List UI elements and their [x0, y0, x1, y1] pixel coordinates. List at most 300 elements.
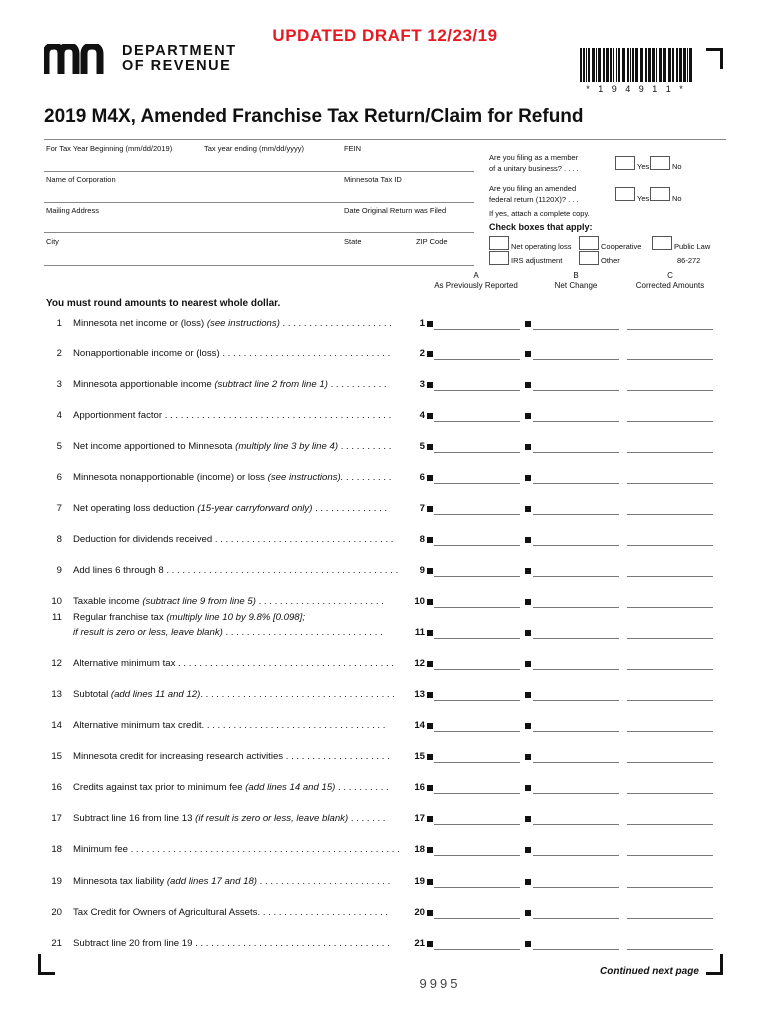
city-field[interactable]: [44, 265, 474, 266]
line-row: [0, 876, 770, 890]
line-text: Alternative minimum tax: [73, 658, 176, 669]
line-row: [0, 612, 770, 626]
amount-field-previously-reported[interactable]: [434, 887, 520, 888]
amount-field-previously-reported[interactable]: [434, 700, 520, 701]
line-number: 1: [56, 318, 62, 329]
line-text: Subtract line 20 from line 19: [73, 938, 193, 949]
entry-marker-icon: [525, 444, 531, 450]
entry-marker-icon: [427, 413, 433, 419]
line-end-number: 8: [419, 534, 425, 545]
line-row: [0, 565, 770, 579]
line-row: [0, 907, 770, 921]
column-a-letter: A: [473, 271, 479, 280]
continued-next-page: Continued next page: [600, 966, 699, 977]
entry-marker-icon: [427, 599, 433, 605]
amended-no-label: No: [672, 194, 682, 203]
state-label: State: [344, 237, 362, 246]
unitary-no-label: No: [672, 162, 682, 171]
amount-field-previously-reported[interactable]: [434, 514, 520, 515]
line-leader-dots: . . . . . . . . . . . . . . . . . . . . . . . .: [260, 907, 389, 918]
amount-field-net-change[interactable]: [533, 793, 619, 794]
line-description: [73, 534, 408, 545]
line-text: Subtract line 16 from line 13: [73, 813, 196, 824]
line-end-number: 4: [419, 410, 425, 421]
line-description: [73, 503, 408, 514]
line-leader-dots: . . . . . . . . . .: [338, 441, 392, 452]
line-row: [0, 596, 770, 610]
entry-marker-icon: [525, 847, 531, 853]
amount-field-net-change[interactable]: [533, 638, 619, 639]
barcode-icon: [580, 48, 692, 82]
amended-yes-label: Yes: [637, 194, 650, 203]
amount-field-net-change[interactable]: [533, 824, 619, 825]
line-row: [0, 720, 770, 734]
line-end-number: 10: [414, 596, 425, 607]
public-law-label-2: 86-272: [677, 256, 701, 265]
unitary-no-checkbox[interactable]: [650, 156, 670, 170]
entry-marker-icon: [525, 351, 531, 357]
amount-field-corrected[interactable]: [627, 452, 713, 453]
amount-field-net-change[interactable]: [533, 576, 619, 577]
amount-field-net-change[interactable]: [533, 887, 619, 888]
line-number: 17: [51, 813, 62, 824]
line-row: [0, 658, 770, 672]
public-law-label-1: Public Law: [674, 242, 711, 251]
entry-marker-icon: [525, 475, 531, 481]
amended-note: If yes, attach a complete copy.: [489, 209, 590, 218]
amount-field-previously-reported[interactable]: [434, 918, 520, 919]
line-row: [0, 751, 770, 765]
column-b-letter: B: [573, 271, 579, 280]
line-number: 14: [51, 720, 62, 731]
amount-field-previously-reported[interactable]: [434, 607, 520, 608]
line-text: Apportionment factor: [73, 410, 163, 421]
corner-mark-top-right: [706, 48, 723, 69]
draft-banner: UPDATED DRAFT 12/23/19: [272, 26, 498, 45]
entry-marker-icon: [427, 879, 433, 885]
line-leader-dots: . . . . . . . . . . . . . . . . . . . . . . . . .: [257, 876, 391, 887]
tax-year-beginning-label: For Tax Year Beginning (mm/dd/2019): [46, 144, 173, 153]
line-instruction: (add lines 14 and 15): [245, 782, 336, 793]
line-instruction: (multiply line 3 by line 4): [235, 441, 339, 452]
entry-marker-icon: [525, 506, 531, 512]
form-title: 2019 M4X, Amended Franchise Tax Return/Claim for Refund: [44, 106, 584, 127]
line-leader-dots: . . . . . . . . . . . . . . . . . . . . . . . . . . . . . . . . . . . . .: [200, 689, 395, 700]
amount-field-previously-reported[interactable]: [434, 824, 520, 825]
amount-field-net-change[interactable]: [533, 483, 619, 484]
amount-field-net-change[interactable]: [533, 855, 619, 856]
line-text: Nonapportionable income or (loss): [73, 348, 220, 359]
entry-marker-icon: [427, 475, 433, 481]
mn-logo-icon: [44, 44, 112, 74]
line-number: 4: [56, 410, 62, 421]
corporation-name-field[interactable]: [44, 202, 474, 203]
irs-label: IRS adjustment: [511, 256, 563, 265]
line-number: 10: [51, 596, 62, 607]
line-number: 6: [56, 472, 62, 483]
line-text: Net income apportioned to Minnesota: [73, 441, 236, 452]
line-description: [73, 813, 408, 824]
line-description: [73, 720, 408, 731]
line-leader-dots: . . . . . . . . . . . . . . . . . . . . . . . . . . . . . . . . . . .: [201, 720, 386, 731]
amount-field-corrected[interactable]: [627, 638, 713, 639]
amount-field-previously-reported[interactable]: [434, 545, 520, 546]
amount-field-corrected[interactable]: [627, 359, 713, 360]
line-row: [0, 844, 770, 858]
amended-line-2: federal return (1120X)? . . .: [489, 195, 579, 204]
line-end-number: 17: [414, 813, 425, 824]
line-instruction: (if result is zero or less, leave blank): [195, 813, 349, 824]
line-description: [73, 612, 408, 623]
mailing-address-label: Mailing Address: [46, 206, 99, 215]
entry-marker-icon: [525, 537, 531, 543]
entry-marker-icon: [525, 692, 531, 698]
line-leader-dots: . . . . . . . . .: [343, 472, 392, 483]
unitary-yes-checkbox[interactable]: [615, 156, 635, 170]
line-number: 9: [56, 565, 62, 576]
line-end-number: 9: [419, 565, 425, 576]
entry-marker-icon: [525, 382, 531, 388]
unitary-yes-label: Yes: [637, 162, 650, 171]
line-instruction: (add lines 11 and 12): [110, 689, 201, 700]
amended-line-1: Are you filing an amended: [489, 184, 577, 193]
amount-field-net-change[interactable]: [533, 514, 619, 515]
line-leader-dots: . . . . . . .: [348, 813, 386, 824]
line-text: Credits against tax prior to minimum fee: [73, 782, 246, 793]
line-instruction: (see instructions): [206, 318, 280, 329]
entry-marker-icon: [427, 910, 433, 916]
line-row: [0, 410, 770, 424]
entry-marker-icon: [525, 941, 531, 947]
line-row: [0, 534, 770, 548]
entry-marker-icon: [427, 847, 433, 853]
line-number: 16: [51, 782, 62, 793]
line-description: [73, 441, 408, 452]
amount-field-previously-reported[interactable]: [434, 483, 520, 484]
amount-field-corrected[interactable]: [627, 545, 713, 546]
irs-checkbox[interactable]: [489, 251, 509, 265]
entry-marker-icon: [427, 537, 433, 543]
line-description: [73, 876, 408, 887]
amount-field-previously-reported[interactable]: [434, 855, 520, 856]
line-text: Taxable income: [73, 596, 143, 607]
line-row: [0, 348, 770, 362]
line-text: Minnesota credit for increasing research activities: [73, 751, 284, 762]
line-leader-dots: . . . . . . . . . . . . . . . . . . . . . . . . . . . . . . . . . . . . . . . . . . . . . . . . . . .: [127, 844, 400, 855]
amount-field-previously-reported[interactable]: [434, 731, 520, 732]
line-end-number: 20: [414, 907, 425, 918]
corner-mark-bottom-left: [38, 954, 55, 975]
dept-line-1: DEPARTMENT: [122, 43, 237, 59]
entry-marker-icon: [427, 785, 433, 791]
column-c-label: Corrected Amounts: [635, 281, 705, 290]
line-leader-dots: . . . . . . . . . . . . . . . . . . . . .: [279, 318, 392, 329]
amount-field-previously-reported[interactable]: [434, 793, 520, 794]
line-text: Alternative minimum tax credit: [73, 720, 202, 731]
line-end-number: 2: [419, 348, 425, 359]
line-number: 12: [51, 658, 62, 669]
coop-label: Cooperative: [601, 242, 642, 251]
line-leader-dots: . . . . . . . . . . . . . . . . . . . . . . . . . . . . . . . . . . . . . . . . . . . .: [163, 565, 399, 576]
amount-field-previously-reported[interactable]: [434, 452, 520, 453]
amount-field-net-change[interactable]: [533, 359, 619, 360]
date-original-filed-label: Date Original Return was Filed: [344, 206, 447, 215]
line-number: 13: [51, 689, 62, 700]
mn-tax-id-label: Minnesota Tax ID: [344, 175, 402, 184]
amount-field-net-change[interactable]: [533, 762, 619, 763]
mailing-address-field[interactable]: [44, 232, 474, 233]
line-instruction: (15-year carryforward only): [197, 503, 313, 514]
line-instruction: (multiply line 10 by 9.8% [0.098];: [166, 612, 305, 623]
line-text: Minnesota nonapportionable (income) or loss: [73, 472, 268, 483]
amount-field-corrected[interactable]: [627, 390, 713, 391]
entry-marker-icon: [427, 351, 433, 357]
line-text: Add lines 6 through 8: [73, 565, 164, 576]
entry-marker-icon: [427, 321, 433, 327]
amount-field-corrected[interactable]: [627, 918, 713, 919]
public-law-checkbox[interactable]: [652, 236, 672, 250]
amount-field-corrected[interactable]: [627, 824, 713, 825]
line-description: [73, 596, 408, 607]
amount-field-corrected[interactable]: [627, 329, 713, 330]
line-text: Minnesota tax liability: [73, 876, 167, 887]
line-instruction: (see instructions).: [267, 472, 344, 483]
amount-field-corrected[interactable]: [627, 731, 713, 732]
line-description: [73, 565, 408, 576]
line-text: Minnesota net income or (loss): [73, 318, 207, 329]
column-c-letter: C: [667, 271, 673, 280]
entry-marker-icon: [525, 599, 531, 605]
column-b-label: Net Change: [554, 281, 598, 290]
entry-marker-icon: [427, 941, 433, 947]
amount-field-previously-reported[interactable]: [434, 359, 520, 360]
amount-field-corrected[interactable]: [627, 700, 713, 701]
amount-field-previously-reported[interactable]: [434, 576, 520, 577]
line-number: 2: [56, 348, 62, 359]
line-number: 3: [56, 379, 62, 390]
amount-field-corrected[interactable]: [627, 607, 713, 608]
line-description: [73, 751, 408, 762]
line-description: [73, 379, 408, 390]
line-number: 8: [56, 534, 62, 545]
coop-checkbox[interactable]: [579, 236, 599, 250]
name-of-corporation-label: Name of Corporation: [46, 175, 116, 184]
entry-marker-icon: [525, 816, 531, 822]
tax-year-ending-label: Tax year ending (mm/dd/yyyy): [204, 144, 305, 153]
entry-marker-icon: [427, 692, 433, 698]
amended-no-checkbox[interactable]: [650, 187, 670, 201]
entry-marker-icon: [525, 910, 531, 916]
line-text: Minimum fee: [73, 844, 128, 855]
line-instruction: if result is zero or less, leave blank): [73, 627, 223, 638]
entry-marker-icon: [525, 321, 531, 327]
line-description: [73, 658, 408, 669]
entry-marker-icon: [427, 382, 433, 388]
amount-field-net-change[interactable]: [533, 918, 619, 919]
line-description: [73, 472, 408, 483]
amount-field-previously-reported[interactable]: [434, 421, 520, 422]
line-description: [73, 938, 408, 949]
line-leader-dots: . . . . . . . . . .: [335, 782, 389, 793]
line-leader-dots: . . . . . . . . . . . . . . . . . . . . . . . . . . . . . . . . . . . . .: [192, 938, 390, 949]
entry-marker-icon: [525, 413, 531, 419]
line-description: [73, 410, 408, 421]
round-note: You must round amounts to nearest whole dollar.: [46, 298, 281, 309]
entry-marker-icon: [525, 785, 531, 791]
amount-field-corrected[interactable]: [627, 669, 713, 670]
amount-field-previously-reported[interactable]: [434, 390, 520, 391]
line-description: [73, 689, 408, 700]
check-boxes-heading: Check boxes that apply:: [489, 222, 593, 232]
line-row: [0, 318, 770, 332]
line-row: [0, 689, 770, 703]
amount-field-net-change[interactable]: [533, 421, 619, 422]
line-text: Tax Credit for Owners of Agricultural Assets.: [73, 907, 261, 918]
entry-marker-icon: [427, 506, 433, 512]
line-end-number: 11: [414, 627, 425, 638]
line-description: [73, 844, 408, 855]
amount-field-previously-reported[interactable]: [434, 329, 520, 330]
line-end-number: 1: [419, 318, 425, 329]
other-checkbox[interactable]: [579, 251, 599, 265]
amount-field-corrected[interactable]: [627, 421, 713, 422]
title-rule: [44, 139, 726, 140]
entry-marker-icon: [427, 568, 433, 574]
amount-field-net-change[interactable]: [533, 731, 619, 732]
barcode-number: * 1 9 4 9 1 1 *: [586, 84, 686, 94]
line-text: Net operating loss deduction: [73, 503, 198, 514]
amended-question: [489, 183, 579, 205]
line-description: [73, 782, 408, 793]
line-row: [0, 938, 770, 952]
entry-marker-icon: [525, 723, 531, 729]
nol-checkbox[interactable]: [489, 236, 509, 250]
line-end-number: 15: [414, 751, 425, 762]
line-end-number: 21: [414, 938, 425, 949]
entry-marker-icon: [525, 754, 531, 760]
amount-field-net-change[interactable]: [533, 700, 619, 701]
line-row: [0, 379, 770, 393]
amount-field-corrected[interactable]: [627, 793, 713, 794]
line-number: 7: [56, 503, 62, 514]
amount-field-net-change[interactable]: [533, 452, 619, 453]
line-leader-dots: . . . . . . . . . . . . . . . . . . . .: [283, 751, 390, 762]
amount-field-net-change[interactable]: [533, 949, 619, 950]
entry-marker-icon: [427, 816, 433, 822]
amount-field-previously-reported[interactable]: [434, 669, 520, 670]
other-label: Other: [601, 256, 620, 265]
amended-yes-checkbox[interactable]: [615, 187, 635, 201]
amount-field-corrected[interactable]: [627, 483, 713, 484]
dept-line-2: OF REVENUE: [122, 58, 232, 74]
line-leader-dots: . . . . . . . . . . . . . .: [312, 503, 388, 514]
line-description: [73, 348, 408, 359]
corner-mark-bottom-right: [706, 954, 723, 975]
line-text: Subtotal: [73, 689, 111, 700]
entry-marker-icon: [427, 444, 433, 450]
line-end-number: 16: [414, 782, 425, 793]
line-row: [0, 627, 770, 641]
line-end-number: 18: [414, 844, 425, 855]
column-b-header: [526, 271, 626, 291]
amount-field-corrected[interactable]: [627, 949, 713, 950]
line-end-number: 3: [419, 379, 425, 390]
line-end-number: 19: [414, 876, 425, 887]
column-a-header: [420, 271, 532, 291]
fein-label: FEIN: [344, 144, 362, 153]
amount-field-corrected[interactable]: [627, 855, 713, 856]
page-code: 9995: [419, 976, 461, 991]
amount-field-net-change[interactable]: [533, 545, 619, 546]
line-text: Minnesota apportionable income: [73, 379, 215, 390]
line-end-number: 12: [414, 658, 425, 669]
column-a-label: As Previously Reported: [434, 281, 518, 290]
entry-marker-icon: [525, 568, 531, 574]
line-number: 11: [52, 612, 62, 623]
amount-field-corrected[interactable]: [627, 762, 713, 763]
line-end-number: 13: [414, 689, 425, 700]
amount-field-previously-reported[interactable]: [434, 949, 520, 950]
line-text: Regular franchise tax: [73, 612, 167, 623]
amount-field-previously-reported[interactable]: [434, 762, 520, 763]
line-number: 20: [51, 907, 62, 918]
line-row: [0, 503, 770, 517]
line-leader-dots: . . . . . . . . . . . . . . . . . . . . . . . .: [255, 596, 384, 607]
entry-marker-icon: [427, 723, 433, 729]
amount-field-net-change[interactable]: [533, 390, 619, 391]
department-name: [122, 44, 237, 74]
line-text: Deduction for dividends received: [73, 534, 213, 545]
amount-field-net-change[interactable]: [533, 669, 619, 670]
unitary-line-1: Are you filing as a member: [489, 153, 579, 162]
line-number: 19: [51, 876, 62, 887]
city-label: City: [46, 237, 59, 246]
line-number: 15: [51, 751, 62, 762]
line-leader-dots: . . . . . . . . . . .: [327, 379, 387, 390]
unitary-line-2: of a unitary business? . . . .: [489, 164, 579, 173]
line-description: [73, 318, 408, 329]
line-number: 5: [56, 441, 62, 452]
amount-field-previously-reported[interactable]: [434, 638, 520, 639]
zip-label: ZIP Code: [416, 237, 448, 246]
tax-year-field[interactable]: [44, 171, 474, 172]
amount-field-net-change[interactable]: [533, 607, 619, 608]
line-end-number: 6: [419, 472, 425, 483]
column-c-header: [620, 271, 720, 291]
line-instruction: (subtract line 9 from line 5): [142, 596, 256, 607]
line-number: 18: [51, 844, 62, 855]
entry-marker-icon: [525, 630, 531, 636]
line-instruction: (subtract line 2 from line 1): [214, 379, 328, 390]
line-description: [73, 627, 408, 638]
line-row: [0, 813, 770, 827]
line-number: 21: [51, 938, 62, 949]
line-row: [0, 441, 770, 455]
line-end-number: 7: [419, 503, 425, 514]
amount-field-net-change[interactable]: [533, 329, 619, 330]
amount-field-corrected[interactable]: [627, 514, 713, 515]
amount-field-corrected[interactable]: [627, 576, 713, 577]
line-leader-dots: . . . . . . . . . . . . . . . . . . . . . . . . . . . . . . . .: [219, 348, 391, 359]
unitary-question: [489, 152, 579, 174]
entry-marker-icon: [427, 661, 433, 667]
line-end-number: 5: [419, 441, 425, 452]
line-row: [0, 472, 770, 486]
line-leader-dots: . . . . . . . . . . . . . . . . . . . . . . . . . . . . . .: [222, 627, 383, 638]
amount-field-corrected[interactable]: [627, 887, 713, 888]
line-end-number: 14: [414, 720, 425, 731]
entry-marker-icon: [427, 630, 433, 636]
